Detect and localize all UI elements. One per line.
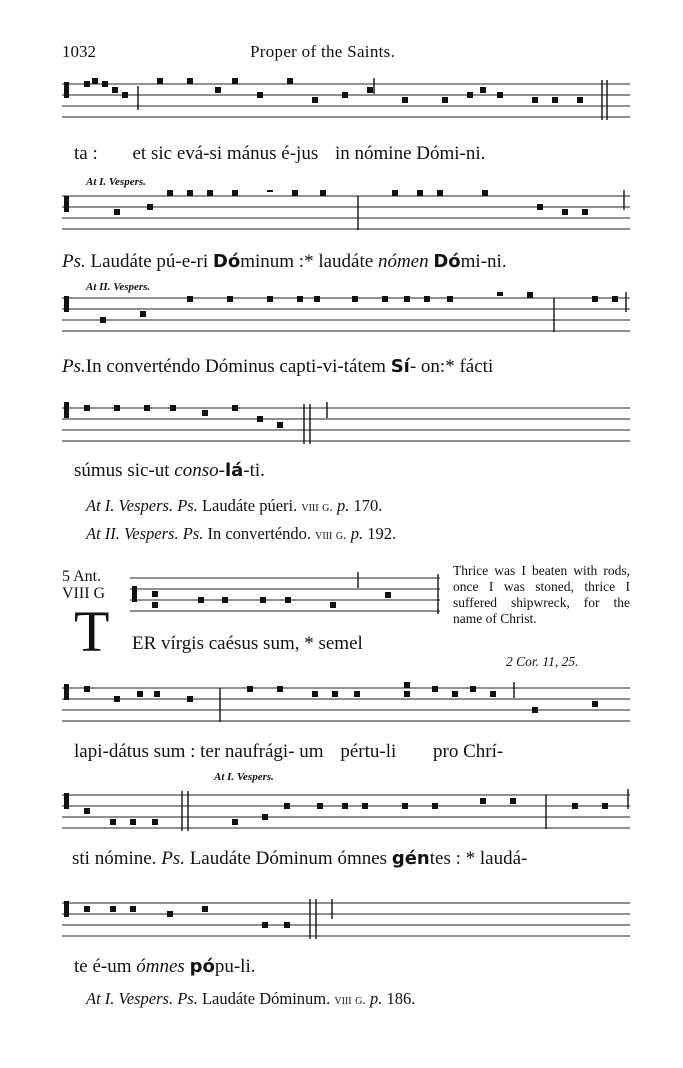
lyric-text: súmus sic-ut <box>74 460 170 481</box>
neume-notation <box>62 682 630 732</box>
ref-label: At II. Vespers. Ps. <box>86 524 204 543</box>
ref-label: At I. Vespers. Ps. <box>86 496 198 515</box>
ref-incipit: Laudáte Dóminum. <box>201 989 331 1008</box>
lyric-syllable: ta : <box>74 143 98 164</box>
antiphon-mode: VIII G <box>62 585 106 602</box>
lyric-line <box>62 356 493 378</box>
antiphon-index: 5 <box>62 568 70 585</box>
psalm-prefix: Ps. <box>161 848 185 869</box>
lyric-line <box>74 741 515 763</box>
accent-syllable: pó <box>189 956 215 977</box>
accent-syllable: Dó <box>433 251 461 272</box>
reference-line <box>86 496 382 516</box>
chant-staff <box>62 402 630 452</box>
lyric-text: In converténdo Dóminus capti-vi-tátem <box>85 356 386 377</box>
lyric-text: - on:* fácti <box>409 356 494 377</box>
lyric-syllable: in nómine Dómi-ni. <box>334 143 486 164</box>
lyric-text: pu-li. <box>214 956 256 977</box>
ref-tone: viii g. <box>334 993 366 1008</box>
chant-staff <box>130 572 440 622</box>
ref-incipit: In converténdo. <box>207 524 311 543</box>
lyric-text: -ti. <box>243 460 265 481</box>
accent-syllable: gén <box>391 848 430 869</box>
running-title: Proper of the Saints. <box>250 42 396 61</box>
neume-notation <box>62 190 630 240</box>
antiphon-number <box>62 568 105 602</box>
lyric-text: sti nómine. <box>72 848 157 869</box>
reference-line <box>86 524 396 544</box>
lyric-syllable: pro Chrí- <box>433 741 504 762</box>
neume-notation <box>62 78 630 128</box>
lyric-text: mi-ni. <box>460 251 507 272</box>
ref-incipit: Laudáte púeri. <box>201 496 298 515</box>
lyric-text: tes : * laudá- <box>429 848 528 869</box>
chant-staff <box>62 190 630 240</box>
neume-notation <box>130 572 440 622</box>
chant-staff <box>62 682 630 732</box>
lyric-line <box>72 848 527 870</box>
chant-staff <box>62 789 630 839</box>
lyric-syllable: lapi-dátus sum : ter naufrági- um <box>74 741 324 762</box>
lyric-text: minum :* laudáte <box>240 251 374 272</box>
lyric-italic: conso- <box>174 460 225 481</box>
rubric: At II. Vespers. <box>86 281 151 293</box>
chant-staff <box>62 78 630 128</box>
ref-tone: viii g. <box>301 500 333 515</box>
lyric-text: Laudáte Dóminum ómnes <box>189 848 388 869</box>
accent-syllable: Sí <box>390 356 410 377</box>
page-header <box>62 42 632 62</box>
accent-syllable: Dó <box>212 251 241 272</box>
drop-initial: T <box>74 599 110 664</box>
lyric-line <box>62 251 507 273</box>
ref-page: 170. <box>353 496 383 515</box>
ref-label: At I. Vespers. Ps. <box>86 989 198 1008</box>
lyric-italic: nómen <box>377 251 429 272</box>
ref-page: 192. <box>367 524 397 543</box>
antiphon-label: Ant. <box>73 568 102 585</box>
psalm-prefix: Ps. <box>62 251 86 272</box>
reference-line <box>86 989 415 1009</box>
lyric-text: te é-um <box>74 956 132 977</box>
chant-staff <box>62 292 630 342</box>
rubric: At I. Vespers. <box>214 771 274 783</box>
rubric: At I. Vespers. <box>86 176 146 188</box>
lyric-syllable: et sic evá-si mánus é-jus <box>132 143 319 164</box>
translation: Thrice was I beaten with rods, once I was stoned, thrice I suffered shipwreck, for the name of Christ. <box>453 563 630 626</box>
ref-page-abbrev: p. <box>369 989 383 1008</box>
neume-notation <box>62 897 630 947</box>
ref-tone: viii g. <box>315 528 347 543</box>
lyric-line <box>74 460 265 482</box>
citation: 2 Cor. 11, 25. <box>506 654 579 669</box>
lyric-syllable: pértu-li <box>340 741 397 762</box>
lyric-line <box>74 143 497 165</box>
lyric-line <box>74 956 255 978</box>
ref-page: 186. <box>386 989 416 1008</box>
ref-page-abbrev: p. <box>350 524 364 543</box>
lyric-italic: ómnes <box>136 956 185 977</box>
lyric-text: Laudáte pú-e-ri <box>90 251 209 272</box>
psalm-prefix: Ps. <box>62 356 86 377</box>
neume-notation <box>62 402 630 452</box>
chant-staff <box>62 897 630 947</box>
accent-syllable: lá <box>224 460 244 481</box>
ref-page-abbrev: p. <box>336 496 350 515</box>
neume-notation <box>62 292 630 342</box>
page-number: 1032 <box>62 42 96 61</box>
neume-notation <box>62 789 630 839</box>
antiphon-first-line: ER vírgis caésus sum, * semel <box>132 633 363 654</box>
